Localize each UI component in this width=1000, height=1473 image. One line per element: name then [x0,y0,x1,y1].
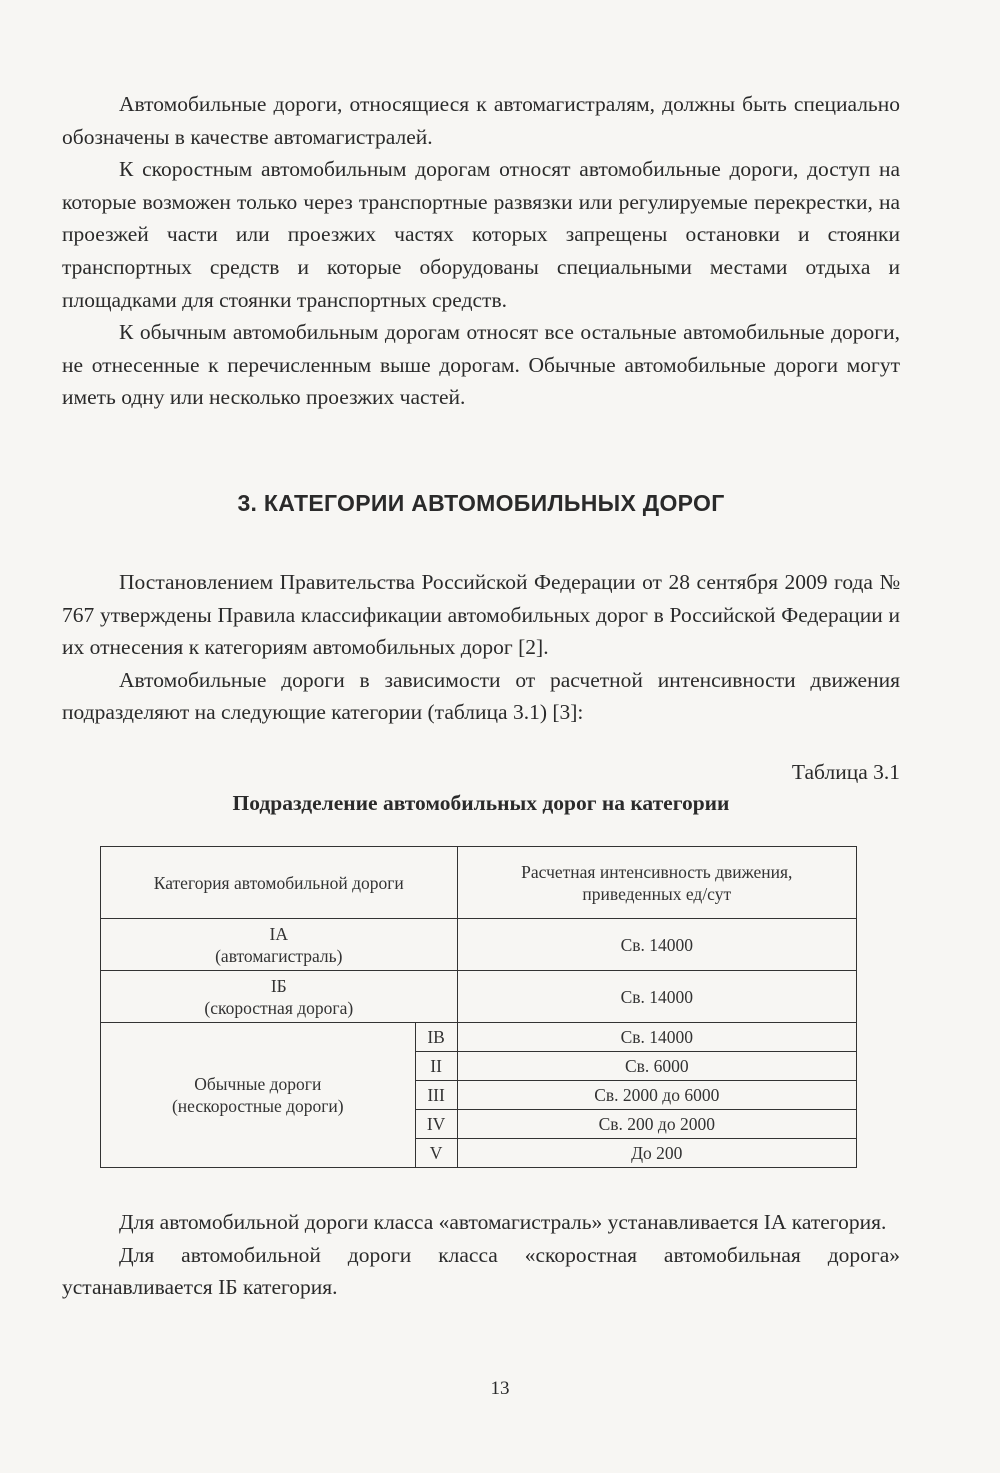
paragraph: Автомобильные дороги в зависимости от расчетной интенсивности движения подразделяют на следующие категории (таблица 3.1) [3]: [62,667,900,725]
category-cell: IА (автомагистраль) [101,919,458,971]
paragraph: Автомобильные дороги, относящиеся к автомагистралям, должны быть специально обозначены в качестве автомагистралей. [62,92,900,149]
intro-text [62,88,900,414]
table-row [101,1023,857,1052]
category-code-cell: III [415,1081,457,1110]
intensity-cell: Св. 14000 [457,971,856,1023]
closing-text [62,1206,900,1304]
group-category-cell: Обычные дороги (нескоростные дороги) [101,1023,416,1168]
section-heading: 3. КАТЕГОРИИ АВТОМОБИЛЬНЫХ ДОРОГ [237,490,725,516]
intensity-cell: До 200 [457,1139,856,1168]
categories-table [100,846,857,1168]
intensity-cell: Св. 14000 [457,919,856,971]
page-number: 13 [490,1378,510,1399]
intensity-cell: Св. 6000 [457,1052,856,1081]
paragraph: Для автомобильной дороги класса «скоростная автомобильная дорога» устанавливается IБ категория. [62,1242,900,1300]
category-code-cell: V [415,1139,457,1168]
paragraph: Постановлением Правительства Российской Федерации от 28 сентября 2009 года № 767 утверждены Правила классификации автомобильных дорог в Российской Федерации и их отнесения к категориям автомобильных дорог [2]. [62,570,900,660]
category-code-cell: IV [415,1110,457,1139]
category-code-cell: II [415,1052,457,1081]
category-cell: IБ (скоростная дорога) [101,971,458,1023]
header-category: Категория автомобильной дороги [101,847,458,919]
table-row [101,919,857,971]
table-row [101,971,857,1023]
table-title: Подразделение автомобильных дорог на категории [232,791,730,815]
table-label: Таблица 3.1 [791,760,900,784]
paragraph: Для автомобильной дороги класса «автомагистраль» устанавливается IА категория. [119,1210,887,1234]
section-text [62,566,900,729]
intensity-cell: Св. 14000 [457,1023,856,1052]
intensity-cell: Св. 200 до 2000 [457,1110,856,1139]
paragraph: К скоростным автомобильным дорогам относят автомобильные дороги, доступ на которые возможен только через транспортные развязки или регулируемые перекрестки, на проезжей части или проезжих частях которых запрещены остановки и стоянки транспортных средств и которые оборудованы специальными местами отдыха и площадками для стоянки транспортных средств. [62,157,900,312]
table-header-row [101,847,857,919]
paragraph: К обычным автомобильным дорогам относят все остальные автомобильные дороги, не отнесенные к перечисленным выше дорогам. Обычные автомобильные дороги могут иметь одну или несколько проезжих частей. [62,320,900,410]
header-intensity: Расчетная интенсивность движения, приведенных ед/сут [457,847,856,919]
category-code-cell: IВ [415,1023,457,1052]
intensity-cell: Св. 2000 до 6000 [457,1081,856,1110]
